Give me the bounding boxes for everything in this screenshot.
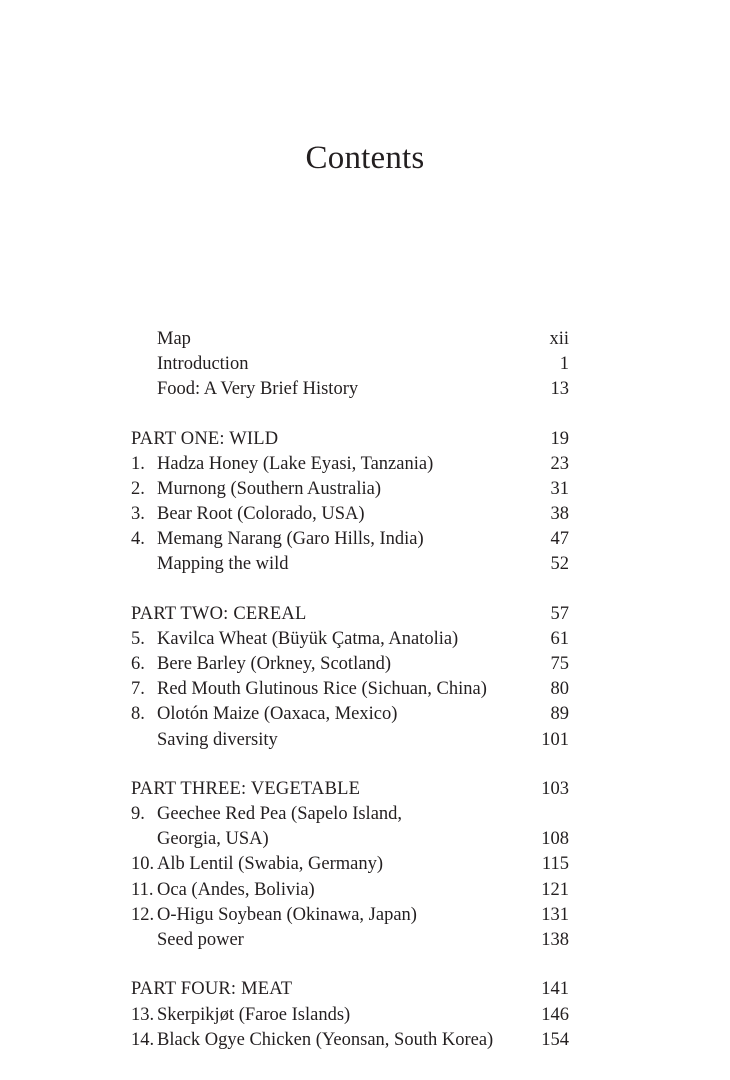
toc-entry [131, 452, 569, 477]
toc-page-number: 108 [541, 829, 569, 850]
toc-entry [131, 1003, 569, 1028]
toc-entry [131, 903, 569, 928]
toc-entry [131, 852, 569, 877]
toc-entry-number: 1. [131, 453, 145, 474]
toc-entry-label: Murnong (Southern Australia) [157, 479, 382, 500]
toc-part-heading [131, 427, 569, 452]
table-of-contents [131, 327, 569, 1077]
toc-entry [131, 627, 569, 652]
toc-page-number: 146 [541, 1004, 569, 1025]
toc-entry-label: Seed power [157, 929, 244, 950]
toc-entry [131, 878, 569, 903]
page-title: Contents [305, 140, 425, 176]
toc-page-number: 19 [550, 428, 569, 449]
toc-entry-label: Map [157, 329, 191, 349]
toc-entry-label: PART THREE: VEGETABLE [131, 779, 361, 800]
toc-entry-label: Black Ogye Chicken (Yeonsan, South Korea) [157, 1029, 494, 1050]
toc-entry-number: 2. [131, 479, 145, 500]
toc-entry-label: Kavilca Wheat (Büyük Çatma, Anatolia) [157, 629, 459, 650]
toc-entry-label: Geechee Red Pea (Sapelo Island, [157, 804, 403, 825]
toc-group [131, 427, 569, 578]
toc-entry-label: Food: A Very Brief History [157, 379, 359, 400]
toc-page-number: 121 [541, 879, 569, 900]
toc-page-number: 57 [550, 604, 569, 625]
toc-entry-label: Georgia, USA) [157, 829, 269, 850]
toc-entry-label: Hadza Honey (Lake Eyasi, Tanzania) [157, 453, 434, 474]
toc-entry [131, 377, 569, 402]
toc-entry-label: Alb Lentil (Swabia, Germany) [157, 854, 384, 875]
toc-page-number: 89 [550, 704, 569, 725]
toc-entry-label: Olotón Maize (Oaxaca, Mexico) [157, 704, 398, 725]
toc-page-number: 47 [550, 529, 569, 550]
toc-group [131, 977, 569, 1052]
toc-page-number: 31 [550, 479, 569, 500]
toc-entry-number: 6. [131, 654, 145, 675]
toc-entry [131, 527, 569, 552]
toc-entry-number: 3. [131, 504, 145, 525]
toc-entry-number: 7. [131, 679, 145, 700]
toc-entry [131, 327, 569, 352]
toc-entry [131, 652, 569, 677]
toc-page-number: 61 [550, 629, 569, 650]
toc-page-number: 138 [541, 929, 569, 950]
toc-entry-label: Bear Root (Colorado, USA) [157, 504, 365, 525]
toc-entry [131, 677, 569, 702]
toc-entry [131, 702, 569, 727]
toc-entry [131, 552, 569, 577]
toc-entry [131, 502, 569, 527]
toc-part-heading [131, 977, 569, 1002]
toc-page-number: 115 [541, 854, 569, 875]
toc-page-number: 75 [550, 654, 569, 675]
toc-group [131, 327, 569, 402]
toc-entry-number: 11. [131, 879, 154, 900]
toc-page-number: 154 [541, 1029, 569, 1050]
toc-entry-number: 8. [131, 704, 145, 725]
toc-entry [131, 802, 569, 827]
toc-page-number: 101 [541, 729, 569, 750]
toc-entry-label: Mapping the wild [157, 554, 289, 575]
toc-entry-label: Memang Narang (Garo Hills, India) [157, 529, 424, 550]
toc-part-heading [131, 777, 569, 802]
toc-entry [131, 352, 569, 377]
toc-entry-number: 14. [131, 1029, 155, 1050]
toc-entry-number: 10. [131, 854, 155, 875]
toc-entry [131, 477, 569, 502]
toc-entry-label: PART FOUR: MEAT [131, 979, 293, 1000]
toc-entry-number: 12. [131, 904, 155, 925]
toc-entry [131, 728, 569, 753]
toc-entry-label: PART TWO: CEREAL [131, 604, 307, 625]
toc-entry [131, 1028, 569, 1053]
toc-entry-number: 13. [131, 1004, 155, 1025]
toc-entry-label: Saving diversity [157, 729, 278, 750]
toc-page-number: 131 [541, 904, 569, 925]
toc-page-number: xii [549, 329, 569, 349]
toc-page-number: 80 [550, 679, 569, 700]
toc-part-heading [131, 602, 569, 627]
toc-entry-label: Bere Barley (Orkney, Scotland) [157, 654, 392, 675]
toc-entry-number: 5. [131, 629, 145, 650]
toc-group [131, 602, 569, 753]
toc-entry-number: 9. [131, 804, 145, 825]
toc-entry-label: Oca (Andes, Bolivia) [157, 879, 315, 900]
toc-page-number: 23 [550, 453, 569, 474]
toc-group [131, 777, 569, 953]
toc-entry-label: Red Mouth Glutinous Rice (Sichuan, China) [157, 679, 487, 700]
toc-entry [131, 928, 569, 953]
toc-page-number: 38 [550, 504, 569, 525]
toc-page-number: 103 [541, 779, 569, 800]
toc-entry-label: Introduction [157, 354, 249, 375]
toc-page-number: 1 [559, 354, 569, 375]
toc-entry-label: PART ONE: WILD [131, 428, 279, 449]
toc-page-number: 141 [541, 979, 569, 1000]
toc-entry [131, 827, 569, 852]
toc-page-number: 52 [550, 554, 569, 575]
toc-entry-label: O-Higu Soybean (Okinawa, Japan) [157, 904, 417, 925]
toc-page-number: 13 [550, 379, 569, 400]
toc-entry-number: 4. [131, 529, 145, 550]
toc-entry-label: Skerpikjøt (Faroe Islands) [157, 1004, 351, 1025]
